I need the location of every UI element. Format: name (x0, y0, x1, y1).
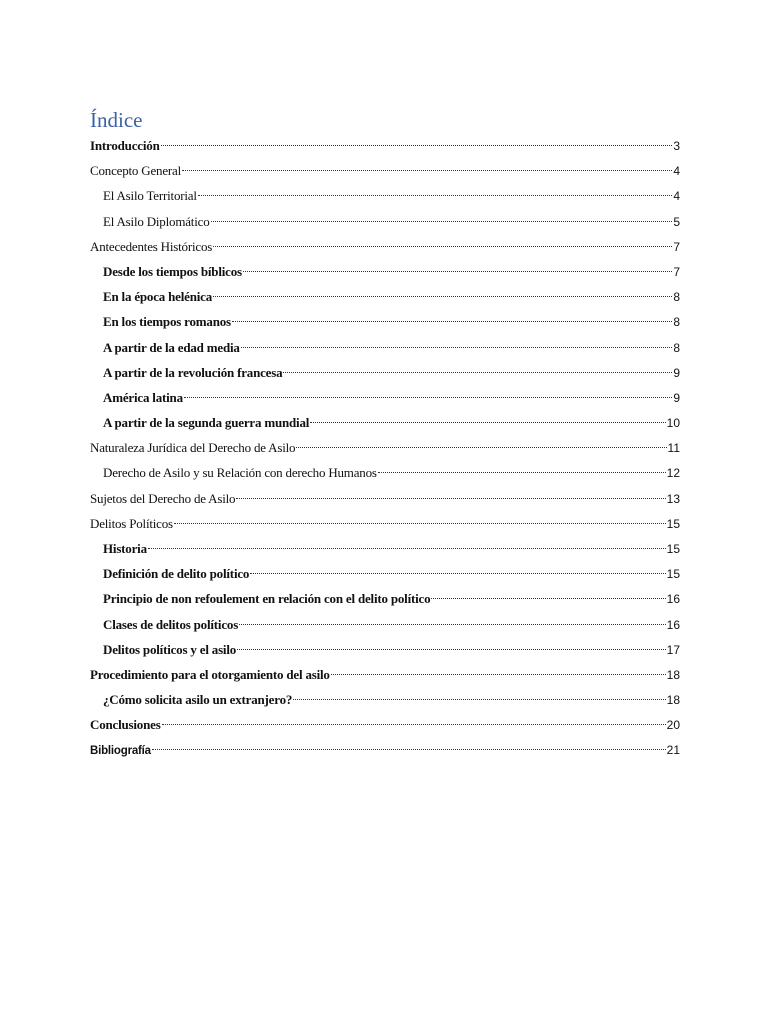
toc-entry-title: Bibliografía (90, 744, 151, 757)
toc-entry-page-number: 5 (673, 214, 680, 229)
toc-entry-page-number: 8 (673, 340, 680, 355)
toc-entry[interactable] (90, 662, 680, 687)
table-of-contents (90, 133, 680, 763)
toc-entry-title: América latina (103, 389, 183, 405)
toc-entry-title: El Asilo Territorial (103, 188, 197, 204)
toc-dot-leader (250, 572, 665, 574)
toc-dot-leader (283, 371, 672, 373)
toc-entry[interactable] (90, 460, 680, 485)
toc-entry-title: Delitos políticos y el asilo (103, 641, 237, 657)
toc-entry-title: Introducción (90, 138, 160, 153)
toc-entry-title: Derecho de Asilo y su Relación con derecho Humanos (103, 465, 377, 481)
toc-entry[interactable] (90, 183, 680, 208)
toc-entry-page-number: 15 (666, 516, 680, 531)
toc-dot-leader (174, 522, 666, 524)
toc-entry[interactable] (90, 309, 680, 334)
toc-entry-page-number: 11 (667, 441, 680, 456)
toc-entry-page-number: 7 (673, 264, 680, 279)
toc-entry-title: Antecedentes Históricos (90, 238, 213, 254)
toc-dot-leader (239, 623, 666, 625)
toc-entry-page-number: 10 (666, 416, 680, 431)
toc-dot-leader (182, 169, 672, 171)
toc-entry-page-number: 7 (673, 239, 680, 254)
toc-entry-page-number: 12 (666, 466, 680, 481)
toc-entry-page-number: 15 (666, 542, 680, 556)
toc-entry[interactable] (90, 586, 680, 611)
toc-entry-page-number: 4 (673, 189, 680, 204)
toc-entry-title: En los tiempos romanos (103, 314, 231, 330)
toc-entry-title: En la época helénica (103, 289, 213, 305)
toc-dot-leader (241, 346, 673, 348)
toc-entry-page-number: 9 (673, 365, 680, 380)
toc-entry-title: A partir de la edad media (103, 339, 240, 355)
toc-entry-page-number: 18 (666, 667, 680, 682)
toc-dot-leader (236, 497, 665, 499)
toc-dot-leader (148, 547, 666, 549)
toc-entry-page-number: 15 (666, 567, 680, 582)
toc-entry[interactable] (90, 536, 680, 561)
toc-dot-leader (378, 471, 666, 473)
toc-entry-page-number: 16 (666, 592, 680, 607)
toc-entry-title: Delitos Políticos (90, 515, 173, 531)
toc-entry-page-number: 17 (666, 642, 680, 657)
toc-entry[interactable] (90, 410, 680, 435)
toc-entry-title: ¿Cómo solicita asilo un extranjero? (103, 692, 293, 708)
toc-entry-title: El Asilo Diplomático (103, 213, 210, 229)
toc-dot-leader (152, 748, 666, 750)
toc-entry-title: A partir de la revolución francesa (103, 364, 283, 380)
toc-entry-title: Desde los tiempos bíblicos (103, 263, 242, 279)
toc-entry[interactable] (90, 637, 680, 662)
toc-entry[interactable] (90, 385, 680, 410)
toc-entry-page-number: 20 (666, 718, 680, 733)
toc-entry-page-number: 9 (673, 390, 680, 405)
toc-entry-title: Conclusiones (90, 717, 161, 733)
toc-dot-leader (198, 194, 673, 196)
toc-entry[interactable] (90, 738, 680, 763)
toc-entry-page-number: 3 (673, 139, 680, 153)
toc-entry-title: Concepto General (90, 163, 182, 179)
toc-entry[interactable] (90, 209, 680, 234)
toc-entry-title: Procedimiento para el otorgamiento del asilo (90, 666, 330, 682)
toc-entry-title: A partir de la segunda guerra mundial (103, 415, 310, 431)
toc-entry-page-number: 4 (673, 164, 680, 179)
toc-dot-leader (293, 698, 665, 700)
toc-entry[interactable] (90, 612, 680, 637)
toc-entry[interactable] (90, 259, 680, 284)
toc-entry[interactable] (90, 486, 680, 511)
toc-entry[interactable] (90, 284, 680, 309)
toc-entry-title: Clases de delitos políticos (103, 616, 239, 632)
toc-dot-leader (213, 245, 672, 247)
toc-entry-page-number: 18 (666, 693, 680, 708)
toc-entry-title: Historia (103, 541, 147, 556)
toc-entry-page-number: 13 (666, 491, 680, 506)
toc-entry-page-number: 21 (666, 742, 680, 757)
toc-entry[interactable] (90, 561, 680, 586)
toc-heading: Índice (90, 108, 143, 132)
toc-dot-leader (161, 144, 673, 146)
toc-entry[interactable] (90, 360, 680, 385)
toc-entry-title: Sujetos del Derecho de Asilo (90, 490, 236, 506)
toc-entry[interactable] (90, 158, 680, 183)
toc-dot-leader (213, 295, 672, 297)
toc-dot-leader (431, 597, 665, 599)
toc-entry[interactable] (90, 133, 680, 158)
toc-entry[interactable] (90, 435, 680, 460)
toc-entry[interactable] (90, 335, 680, 360)
toc-dot-leader (162, 723, 666, 725)
toc-entry[interactable] (90, 712, 680, 737)
toc-dot-leader (243, 270, 672, 272)
toc-entry-title: Principio de non refoulement en relación con el delito político (103, 591, 431, 607)
toc-dot-leader (184, 396, 672, 398)
toc-entry[interactable] (90, 511, 680, 536)
toc-entry-page-number: 8 (673, 290, 680, 305)
toc-dot-leader (310, 421, 665, 423)
toc-entry-page-number: 16 (666, 617, 680, 632)
toc-entry[interactable] (90, 234, 680, 259)
toc-entry[interactable] (90, 687, 680, 712)
toc-dot-leader (232, 320, 672, 322)
toc-dot-leader (237, 648, 666, 650)
toc-entry-title: Naturaleza Jurídica del Derecho de Asilo (90, 440, 296, 456)
toc-dot-leader (296, 446, 666, 448)
toc-dot-leader (211, 220, 673, 222)
toc-entry-title: Definición de delito político (103, 566, 250, 582)
toc-dot-leader (331, 673, 666, 675)
toc-entry-page-number: 8 (673, 315, 680, 330)
